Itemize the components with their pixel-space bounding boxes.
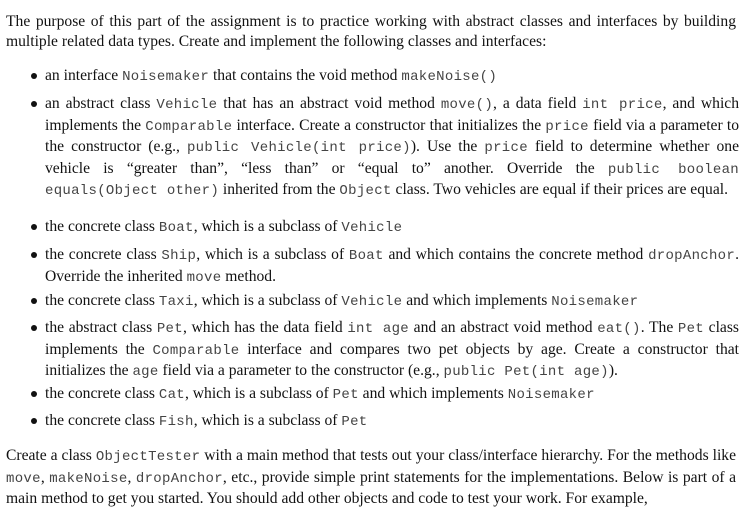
text-run: , a data field — [493, 95, 583, 112]
code-run: Comparable — [152, 342, 240, 359]
text-run: method. — [221, 267, 276, 285]
text-run: ). — [608, 362, 618, 380]
bullet-icon — [31, 298, 37, 304]
code-run: Taxi — [158, 294, 194, 310]
text-run: , — [127, 468, 136, 486]
text-run: the concrete class — [45, 292, 159, 309]
list-item-fish — [45, 411, 739, 433]
text-run: , and which implements the — [45, 95, 739, 134]
text-run: , which is a subclass of — [193, 412, 342, 429]
code-run: Vehicle — [156, 97, 218, 113]
code-run: price — [545, 118, 589, 135]
code-run: Noisemaker — [507, 387, 595, 403]
text-run: that contains the void method — [209, 67, 402, 84]
list-item-vehicle — [45, 94, 739, 202]
bullet-icon — [31, 391, 37, 397]
text-run: the abstract class — [45, 319, 157, 336]
bullet-icon — [31, 224, 37, 230]
text-run: class. Two vehicles are equal if their prices are equal. — [391, 181, 728, 199]
code-run: Noisemaker — [122, 69, 210, 85]
code-run: public boolean equals(Object other) — [45, 161, 739, 200]
text-run: . Override the inherited — [45, 246, 739, 285]
text-run: ). Use the — [410, 138, 485, 156]
code-run: makeNoise — [49, 470, 128, 487]
code-run: Pet — [332, 387, 359, 403]
text-run: the concrete class — [45, 412, 159, 429]
text-run: an abstract class — [45, 95, 157, 112]
text-run: interface. Create a constructor that initializes the — [232, 116, 546, 134]
code-run: Ship — [161, 248, 197, 264]
text-run: Create a class — [6, 447, 96, 464]
bullet-icon — [31, 418, 37, 424]
text-run: , etc., provide simple print statements for the implementations. Below is part of a main method to get you started. You should add other objects and code to test your work. For example, — [6, 468, 736, 508]
list-item-ship — [45, 245, 739, 288]
text-run: , which is a subclass of — [193, 292, 342, 309]
code-run: Boat — [158, 220, 194, 236]
text-run: the concrete class — [45, 246, 162, 263]
code-run: move() — [440, 97, 494, 113]
text-run: interface and compares two pet objects by age. Create a constructor that initializes the — [45, 340, 739, 380]
list-item-boat — [45, 217, 739, 239]
code-run: Noisemaker — [551, 294, 639, 310]
bullet-icon — [31, 73, 37, 79]
code-run: Fish — [158, 414, 194, 430]
text-run: , which is a subclass of — [196, 246, 349, 263]
text-run: and which implements — [402, 292, 552, 309]
code-run: Pet — [677, 321, 705, 337]
code-run: Cat — [158, 387, 185, 403]
text-run: , which is a subclass of — [193, 218, 342, 235]
text-run: , — [40, 468, 50, 486]
closing-paragraph — [6, 446, 736, 509]
code-run: makeNoise() — [401, 69, 498, 85]
code-run: public Pet(int age) — [443, 364, 609, 381]
code-run: Pet — [341, 414, 368, 430]
text-run: with a main method that tests out your class/interface hierarchy. For the methods like — [200, 447, 737, 464]
code-run: Pet — [156, 321, 183, 337]
text-run: and which implements — [358, 385, 508, 402]
text-run: class implements the — [45, 319, 739, 358]
code-run: Object — [339, 183, 392, 200]
intro-text: The purpose of this part of the assignment is to practice working with abstract classes and interfaces by building multiple related data types. Create and implement the following classes and interfaces: — [6, 13, 736, 50]
text-run: inherited from the — [219, 181, 340, 199]
text-run: . The — [640, 319, 678, 336]
text-run: , which is a subclass of — [184, 385, 333, 402]
code-run: Vehicle — [341, 220, 403, 236]
code-run: age — [132, 364, 159, 381]
text-run: and an abstract void method — [409, 319, 598, 336]
code-run: eat() — [597, 321, 641, 337]
text-run: field via a parameter to the constructor (e.g., — [45, 116, 739, 156]
text-run: an interface — [45, 67, 123, 84]
bullet-icon — [31, 101, 37, 107]
list-item-noisemaker — [45, 66, 739, 88]
code-run: int age — [347, 321, 410, 337]
bullet-icon — [31, 325, 37, 331]
text-run: field to determine whether one vehicle is “greater than”, “less than” or “equal to” another. Override the — [45, 138, 739, 177]
list-item-cat — [45, 384, 739, 406]
code-run: move — [186, 269, 222, 286]
bullet-icon — [31, 252, 37, 258]
code-run: Vehicle — [341, 294, 403, 310]
text-run: the concrete class — [45, 385, 159, 402]
code-run: dropAnchor — [135, 470, 223, 487]
code-run: Comparable — [145, 118, 233, 135]
code-run: price — [484, 140, 528, 157]
text-run: that has an abstract void method — [217, 95, 441, 112]
code-run: move — [6, 470, 41, 487]
list-item-pet — [45, 318, 739, 383]
text-run: the concrete class — [45, 218, 159, 235]
code-run: ObjectTester — [95, 449, 201, 465]
text-run: , which has the data field — [182, 319, 348, 336]
list-item-taxi — [45, 291, 739, 313]
code-run: int price — [582, 97, 663, 113]
text-run: field via a parameter to the constructor (e.g., — [158, 362, 444, 380]
text-run: and which contains the concrete method — [383, 246, 649, 263]
code-run: public Vehicle(int price) — [186, 140, 411, 157]
code-run: Boat — [348, 248, 384, 264]
code-run: dropAnchor — [648, 248, 736, 264]
